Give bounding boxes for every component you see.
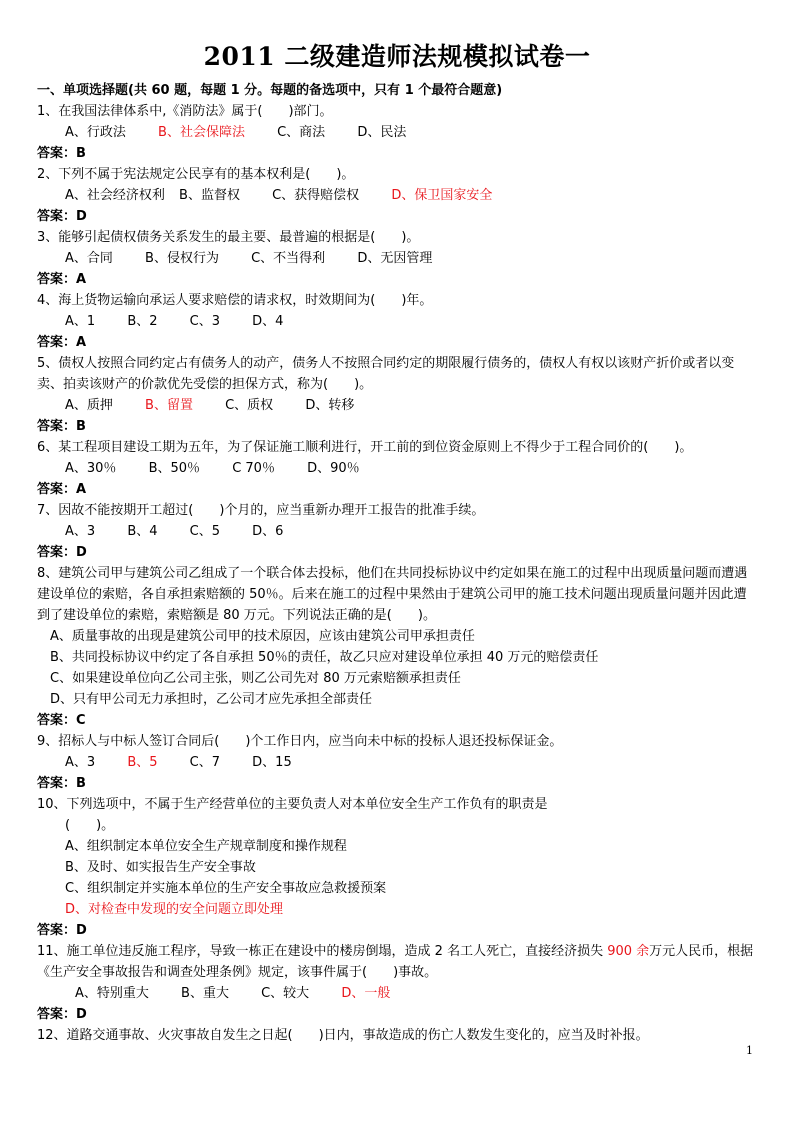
question-2 [0, 164, 794, 206]
question-12 [0, 1025, 794, 1046]
option-c: C、组织制定并实施本单位的生产安全事故应急救援预案 [65, 881, 387, 896]
answer: 答案：B [37, 146, 86, 161]
option-d: D、保卫国家安全 [391, 188, 493, 203]
option-a: A、3 [65, 755, 96, 770]
option-b: B、及时、如实报告生产安全事故 [65, 860, 256, 875]
option-d: D、4 [252, 314, 284, 329]
question-text: 12、道路交通事故、火灾事故自发生之日起( )日内，事故造成的伤亡人数发生变化的，应当及时补报。 [37, 1028, 649, 1043]
options-row [37, 185, 758, 206]
answer: 答案：B [37, 776, 86, 791]
answer: 答案：D [37, 1007, 87, 1022]
question-4 [0, 290, 794, 332]
answer: 答案：A [37, 272, 87, 287]
question-text: 8、建筑公司甲与建筑公司乙组成了一个联合体去投标，他们在共同投标协议中约定如果在施工的过程中出现质量问题而遭遇建设单位的索赔，各自承担索赔额的 50％。后来在施工的过程中果然由于建筑公司甲的施工技术问题出现质量问题并因此遭到了建设单位的索赔，索赔额是 80 万元。下列说法正确的是( )。 [37, 566, 748, 623]
question-text: 9、招标人与中标人签订合同后( )个工作日内，应当向未中标的投标人退还投标保证金。 [37, 734, 563, 749]
answer: 答案：D [37, 545, 87, 560]
option-c: C、不当得利 [251, 251, 326, 266]
option-b: B、重大 [181, 986, 229, 1001]
option-c: C、质权 [225, 398, 274, 413]
question-10 [0, 794, 794, 920]
option-c: C、如果建设单位向乙公司主张，则乙公司先对 80 万元索赔额承担责任 [50, 671, 461, 686]
option-b: B、共同投标协议中约定了各自承担 50％的责任，故乙只应对建设单位承担 40 万元的赔偿责任 [50, 650, 599, 665]
option-c: C、商法 [277, 125, 326, 140]
section-heading: 一、单项选择题(共 60 题，每题 1 分。每题的备选项中，只有 1 个最符合题意) [37, 83, 503, 98]
option-d: D、15 [252, 755, 292, 770]
answer: 答案：A [37, 335, 87, 350]
options-row [37, 521, 758, 542]
option-b: B、监督权 [179, 188, 240, 203]
question-text [37, 941, 758, 983]
question-text: 1、在我国法律体系中,《消防法》属于( )部门。 [37, 104, 333, 119]
question-3 [0, 227, 794, 269]
option-c: C、5 [189, 524, 221, 539]
question-1 [0, 101, 794, 143]
question-text: 5、债权人按照合同约定占有债务人的动产，债务人不按照合同约定的期限履行债务的，债权人有权以该财产折价或者以变卖、拍卖该财产的价款优先受偿的担保方式，称为( )。 [37, 356, 735, 392]
question-text-part: 万元人民币，根据《生产安全事故报告和调查处理条例》规定，该事件属于( )事故。 [37, 944, 754, 980]
option-b: B、5 [127, 755, 158, 770]
options-row [37, 458, 758, 479]
option-c: C、7 [189, 755, 221, 770]
question-text-part: 11、施工单位违反施工程序，导致一栋正在建设中的楼房倒塌，造成 2 名工人死亡，直接经济损失 [37, 944, 608, 959]
question-text: 10、下列选项中，不属于生产经营单位的主要负责人对本单位安全生产工作负有的职责是 [37, 797, 548, 812]
option-d: D、民法 [357, 125, 407, 140]
question-text: 6、某工程项目建设工期为五年，为了保证施工顺利进行，开工前的到位资金原则上不得少于工程合同价的( )。 [37, 440, 693, 455]
option-a: A、3 [65, 524, 96, 539]
question-list [0, 101, 794, 1046]
answer: 答案：D [37, 209, 87, 224]
option-d: D、6 [252, 524, 284, 539]
option-c: C 70％ [232, 461, 275, 476]
page-title: 2011 二级建造师法规模拟试卷一 [203, 42, 591, 71]
answer: 答案：A [37, 482, 87, 497]
option-d: D、只有甲公司无力承担时，乙公司才应先承担全部责任 [50, 692, 373, 707]
option-d: D、对检查中发现的安全问题立即处理 [65, 902, 284, 917]
options-row [37, 311, 758, 332]
option-d: D、一般 [341, 986, 391, 1001]
question-9 [0, 731, 794, 773]
option-a: A、社会经济权利 [65, 188, 165, 203]
options-row [37, 752, 758, 773]
question-5 [0, 353, 794, 416]
question-11 [0, 941, 794, 1004]
option-a: A、组织制定本单位安全生产规章制度和操作规程 [65, 839, 347, 854]
option-a: A、1 [65, 314, 96, 329]
answer: 答案：C [37, 713, 86, 728]
question-8 [0, 563, 794, 710]
options-row [37, 983, 758, 1004]
highlighted-amount: 900 余 [607, 944, 650, 959]
option-b: B、4 [127, 524, 158, 539]
answer: 答案：D [37, 923, 87, 938]
page-number: 1 [746, 1044, 753, 1057]
question-blank: ( )。 [65, 818, 115, 833]
question-text: 3、能够引起债权债务关系发生的最主要、最普遍的根据是( )。 [37, 230, 420, 245]
question-text: 4、海上货物运输向承运人要求赔偿的请求权，时效期间为( )年。 [37, 293, 433, 308]
option-a: A、特别重大 [75, 986, 149, 1001]
option-c: C、3 [189, 314, 221, 329]
option-a: A、质押 [65, 398, 113, 413]
option-a: A、30％ [65, 461, 117, 476]
options-row [37, 248, 758, 269]
option-a: A、合同 [65, 251, 113, 266]
answer: 答案：B [37, 419, 86, 434]
option-d: D、无因管理 [357, 251, 433, 266]
option-a: A、质量事故的出现是建筑公司甲的技术原因，应该由建筑公司甲承担责任 [50, 629, 475, 644]
option-b: B、2 [127, 314, 158, 329]
option-b: B、留置 [145, 398, 193, 413]
option-d: D、转移 [305, 398, 355, 413]
option-c: C、较大 [261, 986, 310, 1001]
option-b: B、50％ [148, 461, 201, 476]
option-d: D、90％ [307, 461, 360, 476]
question-6 [0, 437, 794, 479]
options-row [37, 395, 758, 416]
options-row [37, 122, 758, 143]
option-c: C、获得赔偿权 [272, 188, 360, 203]
question-text: 7、因故不能按期开工超过( )个月的，应当重新办理开工报告的批准手续。 [37, 503, 485, 518]
option-b: B、社会保障法 [158, 125, 245, 140]
option-b: B、侵权行为 [145, 251, 219, 266]
question-7 [0, 500, 794, 542]
question-text: 2、下列不属于宪法规定公民享有的基本权利是( )。 [37, 167, 355, 182]
option-a: A、行政法 [65, 125, 126, 140]
